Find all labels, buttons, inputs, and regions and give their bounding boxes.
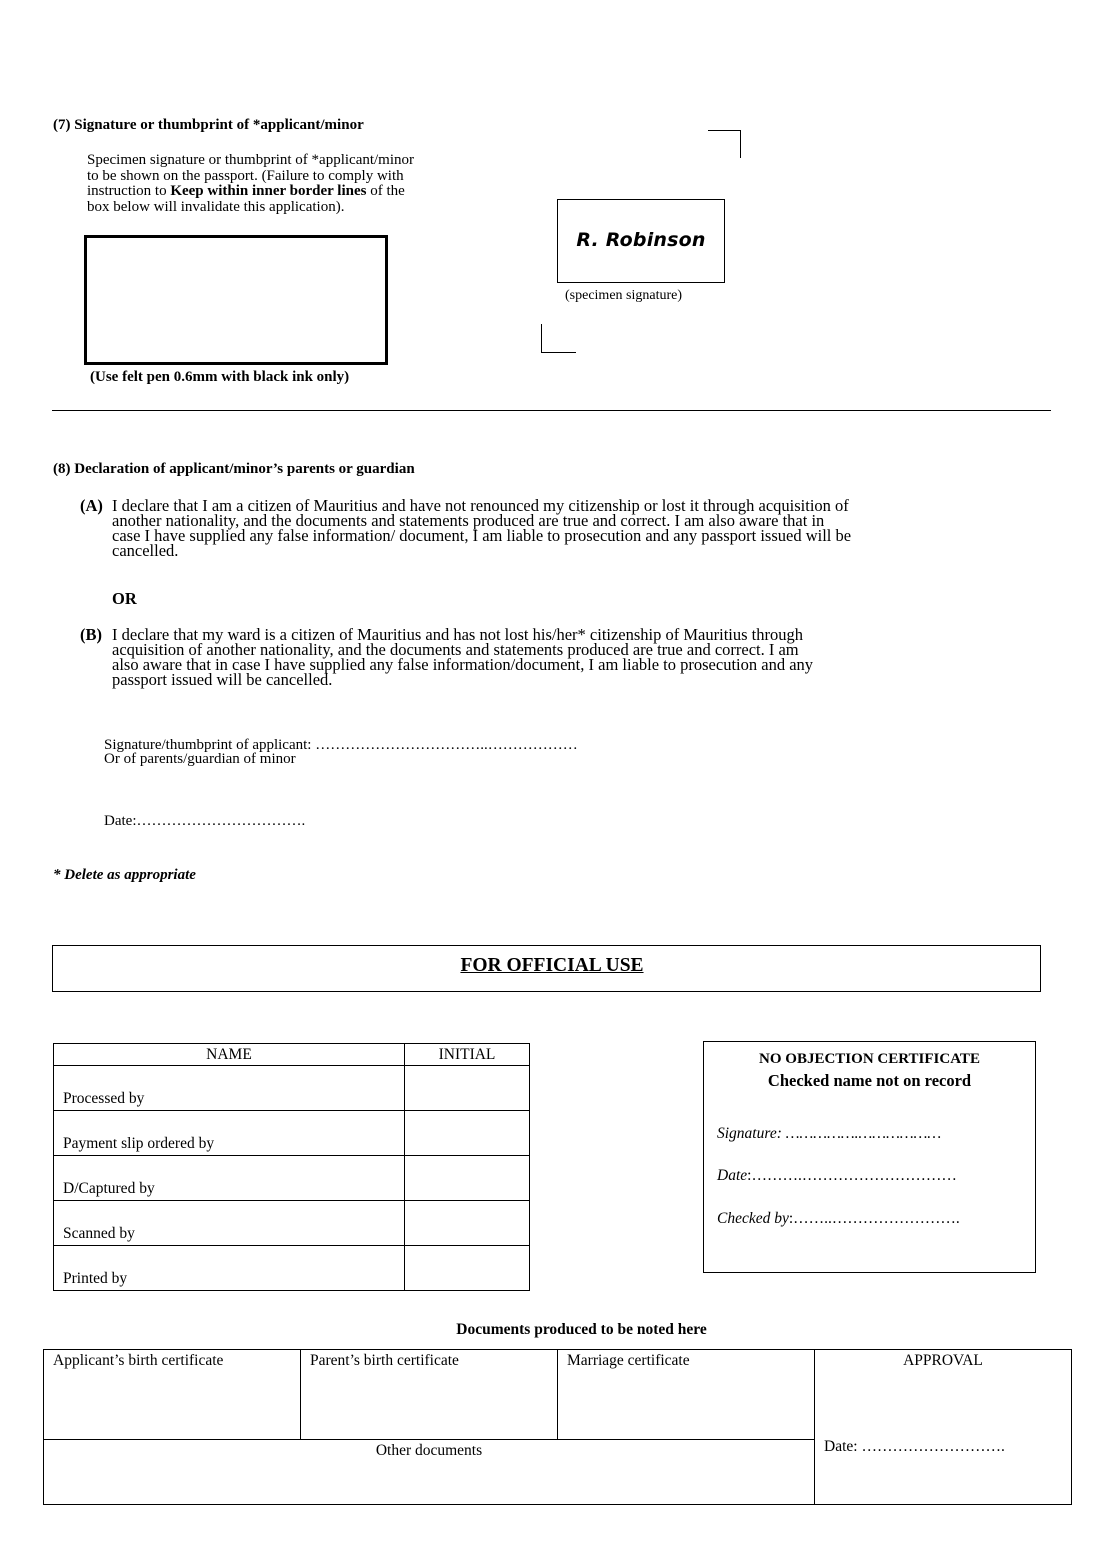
- noc-date-dots: :……….…………………………: [747, 1167, 957, 1184]
- instruction-text: instruction to: [87, 183, 171, 199]
- declaration-line: cancelled.: [112, 541, 179, 560]
- initial-cell[interactable]: [405, 1201, 530, 1246]
- specimen-instructions: [87, 153, 414, 215]
- row-label: Processed by: [54, 1066, 405, 1111]
- option-a-label: (A): [80, 496, 103, 515]
- signature-label: Signature/thumbprint of applicant: ……………………………..………………: [104, 737, 578, 753]
- table-row: [54, 1246, 530, 1291]
- column-header-name: NAME: [54, 1044, 405, 1066]
- specimen-caption: (specimen signature): [565, 288, 683, 303]
- pen-note: (Use felt pen 0.6mm with black ink only): [90, 369, 350, 385]
- option-b-label: (B): [80, 625, 102, 644]
- row-label: Scanned by: [54, 1201, 405, 1246]
- column-header-initial: INITIAL: [405, 1044, 530, 1066]
- no-objection-certificate: [703, 1041, 1036, 1273]
- declaration-line: I declare that I am a citizen of Mauritius and have not renounced my citizenship or lost it through acquisition of: [112, 496, 849, 515]
- documents-table: [43, 1349, 1072, 1505]
- initial-cell[interactable]: [405, 1111, 530, 1156]
- parent-birth-certificate-cell[interactable]: [301, 1350, 558, 1440]
- applicant-birth-certificate-cell[interactable]: [44, 1350, 301, 1440]
- instruction-line: Specimen signature or thumbprint of *applicant/minor: [87, 152, 415, 168]
- declaration-line: also aware that in case I have supplied any false information/document, I am liable to prosecution and any: [112, 655, 814, 674]
- section-8-heading: (8) Declaration of applicant/minor’s parents or guardian: [53, 461, 415, 477]
- row-label: Printed by: [54, 1246, 405, 1291]
- table-row: [54, 1066, 530, 1111]
- instruction-line: box below will invalidate this application).: [87, 198, 345, 215]
- declaration-date-field[interactable]: Date:…………………………….: [104, 813, 306, 829]
- crop-mark-top: [740, 130, 741, 158]
- declaration-line: another nationality, and the documents and statements produced are true and correct. I am also aware that in: [112, 511, 825, 530]
- official-use-title: FOR OFFICIAL USE: [460, 955, 644, 976]
- documents-heading: Documents produced to be noted here: [456, 1321, 707, 1338]
- marriage-certificate-cell[interactable]: [558, 1350, 815, 1440]
- applicant-signature-field[interactable]: [104, 738, 578, 766]
- table-row: [44, 1350, 1072, 1440]
- specimen-signature: R. Robinson: [576, 229, 706, 251]
- declaration-line: acquisition of another nationality, and the documents and statements produced are true and correct. I am: [112, 640, 799, 659]
- crop-mark-top: [708, 130, 741, 131]
- instruction-text: of the: [366, 183, 405, 199]
- approval-cell[interactable]: [815, 1350, 1072, 1505]
- noc-checked-label: Checked by: [717, 1210, 789, 1227]
- table-row: [54, 1201, 530, 1246]
- signature-sublabel: Or of parents/guardian of minor: [104, 751, 296, 767]
- cell-label: Parent’s birth certificate: [310, 1352, 459, 1369]
- instruction-line: to be shown on the passport. (Failure to comply with: [87, 167, 404, 184]
- section-7-heading: (7) Signature or thumbprint of *applicant/minor: [53, 117, 364, 133]
- noc-signature-field[interactable]: Signature: …………….………………: [717, 1125, 942, 1142]
- noc-date-label: Date: [717, 1167, 748, 1184]
- crop-mark-bottom: [541, 352, 576, 353]
- section-divider: [52, 410, 1051, 411]
- or-label: OR: [112, 589, 137, 608]
- noc-checked-dots: :……..…………………….: [788, 1210, 960, 1227]
- signature-box[interactable]: [84, 235, 388, 365]
- cell-label: Marriage certificate: [567, 1352, 690, 1369]
- table-row: [54, 1111, 530, 1156]
- declaration-line: I declare that my ward is a citizen of Mauritius and has not lost his/her* citizenship of Mauritius through: [112, 625, 804, 644]
- approval-date-field[interactable]: Date: ……………………….: [824, 1438, 1005, 1455]
- row-label: Payment slip ordered by: [54, 1111, 405, 1156]
- initial-cell[interactable]: [405, 1246, 530, 1291]
- noc-date-field[interactable]: [717, 1167, 957, 1185]
- row-label: D/Captured by: [54, 1156, 405, 1201]
- other-documents-cell[interactable]: [44, 1440, 815, 1505]
- option-b-text: [112, 627, 1072, 687]
- approval-label: APPROVAL: [903, 1352, 983, 1369]
- instruction-line: [87, 184, 414, 200]
- cell-label: Other documents: [375, 1442, 483, 1459]
- cell-label: Applicant’s birth certificate: [53, 1352, 224, 1369]
- crop-mark-bottom: [541, 324, 542, 353]
- noc-title: NO OBJECTION CERTIFICATE: [759, 1051, 980, 1067]
- noc-subtitle: Checked name not on record: [767, 1071, 972, 1090]
- footnote: * Delete as appropriate: [53, 867, 196, 883]
- initial-cell[interactable]: [405, 1156, 530, 1201]
- processing-table: [53, 1043, 530, 1291]
- noc-checked-field[interactable]: [717, 1210, 960, 1228]
- initial-cell[interactable]: [405, 1066, 530, 1111]
- declaration-line: case I have supplied any false information/ document, I am liable to prosecution and any passport issued will be: [112, 526, 852, 545]
- option-a-text: [112, 498, 1072, 558]
- instruction-emphasis: Keep within inner border lines: [170, 183, 367, 199]
- table-header-row: [54, 1044, 530, 1066]
- declaration-line: passport issued will be cancelled.: [112, 670, 333, 689]
- table-row: [54, 1156, 530, 1201]
